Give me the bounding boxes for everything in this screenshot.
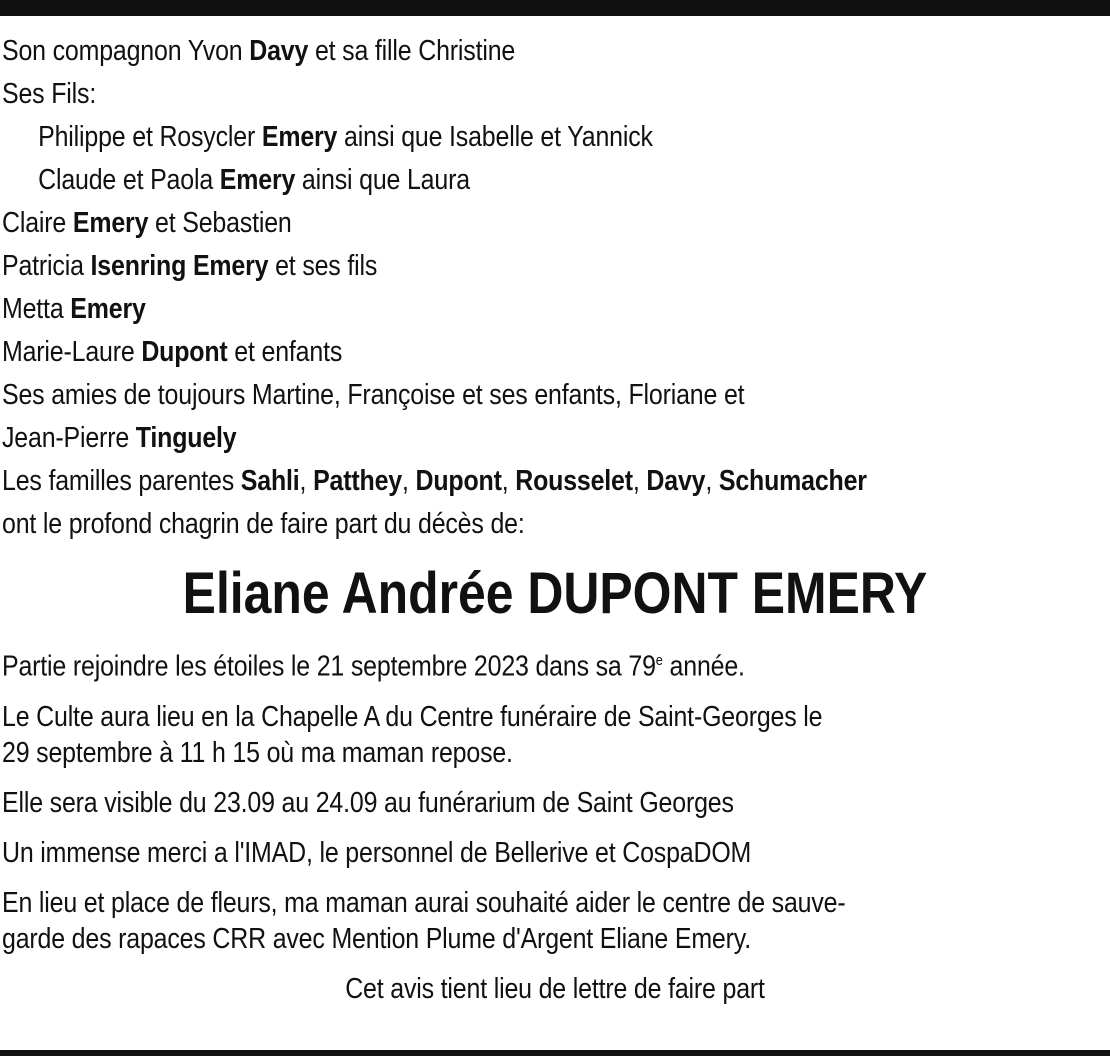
announcement-line: ont le profond chagrin de faire part du décès de: bbox=[2, 508, 525, 540]
family-line: Son compagnon Yvon Davy et sa fille Christine bbox=[2, 35, 516, 67]
obituary-notice bbox=[2, 30, 1108, 1012]
bottom-rule bbox=[0, 1050, 1110, 1056]
visitation-paragraph: Elle sera visible du 23.09 au 24.09 au funérarium de Saint Georges bbox=[2, 786, 734, 819]
family-list bbox=[2, 30, 1108, 546]
donation-paragraph: En lieu et place de fleurs, ma maman aurai souhaité aider le centre de sauve- garde des rapaces CRR avec Mention Plume d'Argent Eliane Emery. bbox=[2, 886, 846, 955]
thanks-paragraph: Un immense merci a l'IMAD, le personnel de Bellerive et CospaDOM bbox=[2, 836, 752, 869]
top-rule bbox=[0, 0, 1110, 16]
family-line: Patricia Isenring Emery et ses fils bbox=[2, 250, 378, 282]
family-line: Metta Emery bbox=[2, 293, 146, 325]
family-line: Claude et Paola Emery ainsi que Laura bbox=[38, 164, 470, 196]
service-paragraph: Le Culte aura lieu en la Chapelle A du Centre funéraire de Saint-Georges le 29 septembre à 11 h 15 où ma maman repose. bbox=[2, 700, 823, 769]
family-line: Ses Fils: bbox=[2, 78, 97, 110]
family-line: Marie-Laure Dupont et enfants bbox=[2, 336, 343, 368]
family-line: Philippe et Rosycler Emery ainsi que Isabelle et Yannick bbox=[38, 121, 653, 153]
family-line: Ses amies de toujours Martine, Françoise et ses enfants, Floriane et bbox=[2, 379, 745, 411]
deceased-name: Eliane Andrée DUPONT EMERY bbox=[182, 561, 928, 626]
closing-paragraph: Cet avis tient lieu de lettre de faire part bbox=[345, 972, 765, 1005]
related-families-line: Les familles parentes Sahli, Patthey, Dupont, Rousselet, Davy, Schumacher bbox=[2, 465, 867, 497]
death-paragraph: Partie rejoindre les étoiles le 21 septembre 2023 dans sa 79e année. bbox=[2, 650, 745, 683]
ordinal-superscript: e bbox=[655, 652, 663, 669]
family-line: Jean-Pierre Tinguely bbox=[2, 422, 237, 454]
family-line: Claire Emery et Sebastien bbox=[2, 207, 292, 239]
